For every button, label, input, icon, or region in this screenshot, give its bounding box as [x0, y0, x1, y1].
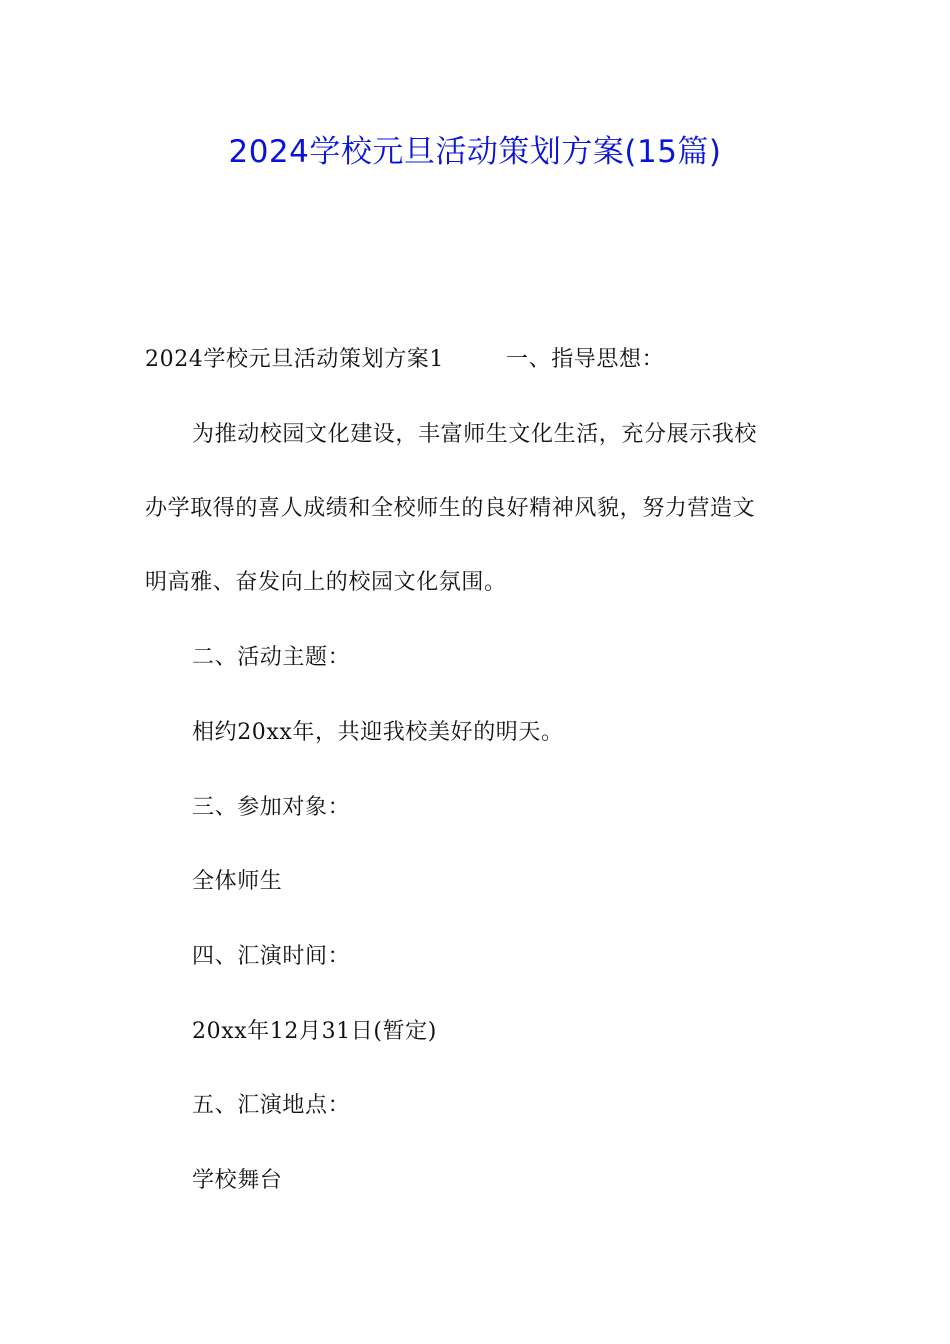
item-5-heading: 五、汇演地点：	[192, 1093, 351, 1118]
item-3-body: 全体师生	[192, 869, 283, 894]
paragraph-1-line-1: 为推动校园文化建设，丰富师生文化生活，充分展示我校	[192, 422, 758, 447]
section-heading-line	[145, 343, 664, 377]
paragraph-1-line-3: 明高雅、奋发向上的校园文化氛围。	[145, 570, 507, 595]
item-4-heading: 四、汇演时间：	[192, 944, 351, 969]
paragraph-1-line-2: 办学取得的喜人成绩和全校师生的良好精神风貌，努力营造文	[145, 496, 756, 521]
item-5-body: 学校舞台	[192, 1168, 283, 1193]
item-1-heading: 一、指导思想：	[506, 347, 665, 372]
item-2-heading: 二、活动主题：	[192, 645, 351, 670]
item-4-body: 20xx年12月31日(暂定)	[192, 1019, 437, 1044]
item-3-heading: 三、参加对象：	[192, 795, 351, 820]
item-2-body: 相约20xx年，共迎我校美好的明天。	[192, 720, 564, 745]
section-heading: 2024学校元旦活动策划方案1	[145, 347, 444, 372]
document-title: 2024学校元旦活动策划方案(15篇)	[228, 134, 722, 170]
